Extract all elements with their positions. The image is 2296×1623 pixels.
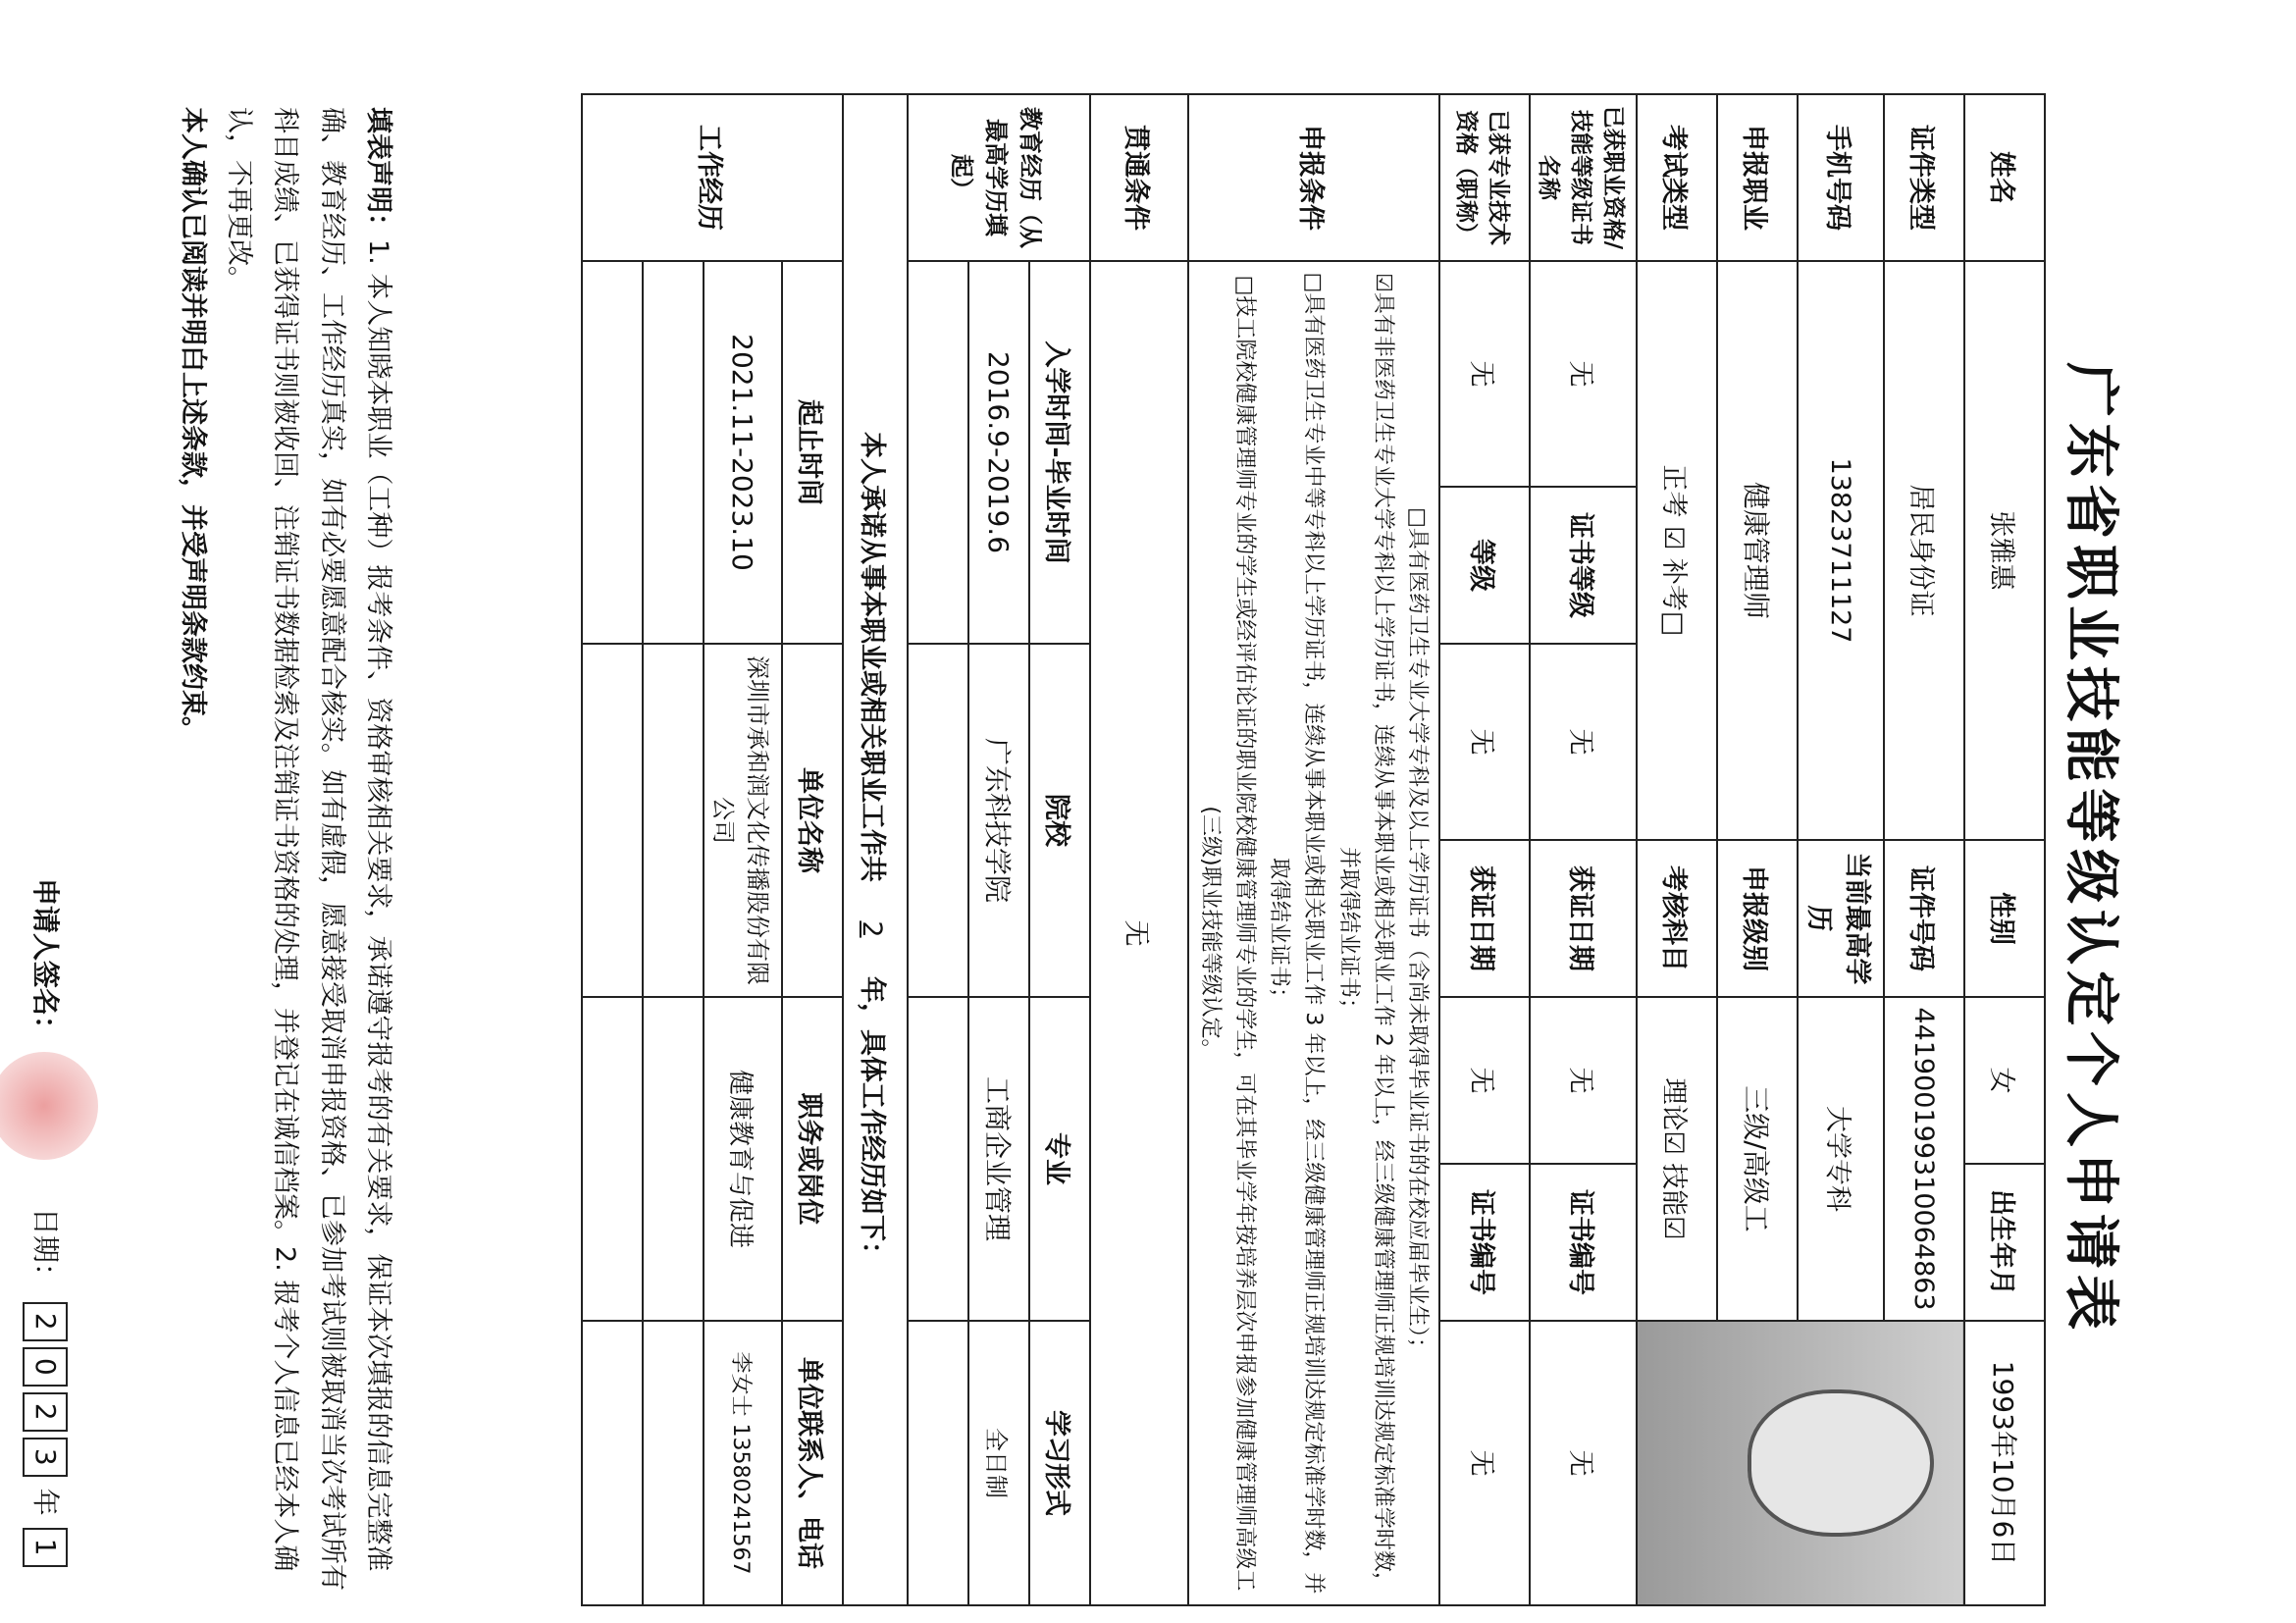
tech-value: 无 bbox=[1439, 261, 1530, 487]
work-label: 工作经历 bbox=[582, 94, 843, 261]
work-header: 单位名称 bbox=[782, 644, 843, 997]
through-value: 无 bbox=[1090, 261, 1188, 1605]
declaration bbox=[164, 93, 407, 1604]
edu-cell: 工商企业管理 bbox=[968, 997, 1029, 1321]
subject-label: 考核科目 bbox=[1637, 840, 1717, 997]
cert-grade-value: 无 bbox=[1530, 644, 1637, 840]
id-photo bbox=[1637, 1321, 1964, 1605]
edu-value: 大学专科 bbox=[1798, 997, 1884, 1321]
name-label: 姓名 bbox=[1964, 94, 2045, 261]
conditions-label: 申报条件 bbox=[1188, 94, 1439, 261]
cert-label: 已获职业资格/技能等级证书名称 bbox=[1530, 94, 1637, 261]
declaration-text: 1. 本人知晓本职业（工种）报考条件、资格审核相关要求，承诺遵守报考的有关要求，保证本次填报的信息完整准确、教育经历、工作经历真实，如有必要愿意配合核实。如有虚假，愿意接受取消申报资格、已参加考试则被取消当次考试所有科目成绩、已获得证书则被收回、注销证书数据检索及注销证书资格的处理，并登记在诚信档案。2. 报考个人信息已经本人确认，不再更改。 bbox=[224, 107, 393, 1591]
application-form bbox=[15, 93, 2134, 1604]
tech-no-label: 证书编号 bbox=[1439, 1164, 1530, 1321]
edu-header: 院校 bbox=[1029, 644, 1090, 997]
signature-line: 申请人签名： 日期： 2023 年 1 bbox=[0, 93, 98, 1604]
birth-value: 1993年10月6日 bbox=[1964, 1321, 2045, 1605]
gender-value: 女 bbox=[1964, 997, 2045, 1164]
table-row bbox=[704, 94, 782, 1605]
condition-item: □具有医药卫生专业大学专科及以上学历证书（含尚未取得毕业证书的在校应届毕业生）； bbox=[1405, 507, 1430, 1359]
date-digit: 1 bbox=[23, 1528, 68, 1567]
date-digit: 2 bbox=[23, 1392, 68, 1432]
idtype-value: 居民身份证 bbox=[1884, 261, 1964, 840]
work-header: 起止时间 bbox=[782, 261, 843, 644]
signature-label: 申请人签名： bbox=[29, 878, 62, 1044]
work-cell: 健康教育与促进 bbox=[704, 997, 782, 1321]
tech-date-value: 无 bbox=[1439, 997, 1530, 1164]
declaration-confirm: 本人确认已阅读并明白上述条款，并受声明条款约束。 bbox=[178, 107, 208, 743]
cert-date-value: 无 bbox=[1530, 997, 1637, 1164]
subject-value: 理论☑ 技能☑ bbox=[1637, 997, 1717, 1321]
cert-no-value: 无 bbox=[1530, 1321, 1637, 1605]
tech-date-label: 获证日期 bbox=[1439, 840, 1530, 997]
fingerprint-stamp bbox=[0, 1052, 98, 1160]
condition-item: ☑具有非医药卫生专业大学专科以上学历证书，连续从事本职业或相关职业工作 2 年以上，经三级健康管理师正规培训达规定标准学时数，并取得结业证书； bbox=[1335, 273, 1395, 1594]
date-digit: 2 bbox=[23, 1302, 68, 1341]
conditions-list bbox=[1188, 261, 1439, 1605]
idno-value: 441900199310064863 bbox=[1884, 997, 1964, 1321]
exam-label: 考试类型 bbox=[1637, 94, 1717, 261]
date-label: 日期： bbox=[29, 1207, 62, 1290]
phone-label: 手机号码 bbox=[1798, 94, 1884, 261]
tech-grade-label: 等级 bbox=[1439, 487, 1530, 644]
edu-header: 入学时间-毕业时间 bbox=[1029, 261, 1090, 644]
cert-date-label: 获证日期 bbox=[1530, 840, 1637, 997]
date-digit: 3 bbox=[23, 1438, 68, 1477]
tech-label: 已获专业技术资格（职称） bbox=[1439, 94, 1530, 261]
table-row bbox=[968, 94, 1029, 1605]
face-image bbox=[1748, 1389, 1934, 1537]
edu-header: 专业 bbox=[1029, 997, 1090, 1321]
cert-grade-label: 证书等级 bbox=[1530, 487, 1637, 644]
work-cell: 2021.11-2023.10 bbox=[704, 261, 782, 644]
edu-header: 学习形式 bbox=[1029, 1321, 1090, 1605]
phone-value: 13823711127 bbox=[1798, 261, 1884, 840]
date-digit: 0 bbox=[23, 1347, 68, 1387]
idno-label: 证件号码 bbox=[1884, 840, 1964, 997]
level-value: 三级/高级工 bbox=[1717, 997, 1798, 1321]
edu-label: 当前最高学历 bbox=[1798, 840, 1884, 997]
edu-cell: 全日制 bbox=[968, 1321, 1029, 1605]
gender-label: 性别 bbox=[1964, 840, 2045, 997]
condition-item: □技工院校健康管理师专业的学生或经评估论证的职业院校健康管理师专业的学生，可在其毕业学年按培养层次申报参加健康管理师高级工(三级)职业技能等级认定。 bbox=[1197, 275, 1258, 1592]
exam-value: 正考 ☑ 补考□ bbox=[1637, 261, 1717, 840]
through-label: 贯通条件 bbox=[1090, 94, 1188, 261]
edu-cell: 2016.9-2019.6 bbox=[968, 261, 1029, 644]
job-value: 健康管理师 bbox=[1717, 261, 1798, 840]
work-cell: 深圳市承和润文化传播股份有限公司 bbox=[704, 644, 782, 997]
tech-no-value: 无 bbox=[1439, 1321, 1530, 1605]
work-years: 2 bbox=[857, 920, 888, 938]
work-cell: 李女士 13580241567 bbox=[704, 1321, 782, 1605]
cert-value: 无 bbox=[1530, 261, 1637, 487]
birth-label: 出生年月 bbox=[1964, 1164, 2045, 1321]
declaration-head: 填表声明： bbox=[363, 107, 393, 239]
education-label: 教育经历（从最高学历填起） bbox=[908, 94, 1090, 261]
work-commitment: 本人承诺从事本职业或相关职业工作共 2 年，具体工作经历如下： bbox=[843, 94, 908, 1605]
info-table bbox=[581, 93, 2046, 1606]
tech-grade-value: 无 bbox=[1439, 644, 1530, 840]
level-label: 申报级别 bbox=[1717, 840, 1798, 997]
edu-cell: 广东科技学院 bbox=[968, 644, 1029, 997]
work-header: 单位联系人、电话 bbox=[782, 1321, 843, 1605]
name-value: 张雅惠 bbox=[1964, 261, 2045, 840]
condition-item: □具有医药卫生专业中等专科以上学历证书，连续从事本职业或相关职业工作 3 年以上，经三级健康管理师正规培训达规定标准学时数，并取得结业证书； bbox=[1267, 272, 1327, 1595]
work-header: 职务或岗位 bbox=[782, 997, 843, 1321]
form-title: 广东省职业技能等级认定个人申请表 bbox=[2059, 362, 2122, 1335]
cert-no-label: 证书编号 bbox=[1530, 1164, 1637, 1321]
job-label: 申报职业 bbox=[1717, 94, 1798, 261]
idtype-label: 证件类型 bbox=[1884, 94, 1964, 261]
